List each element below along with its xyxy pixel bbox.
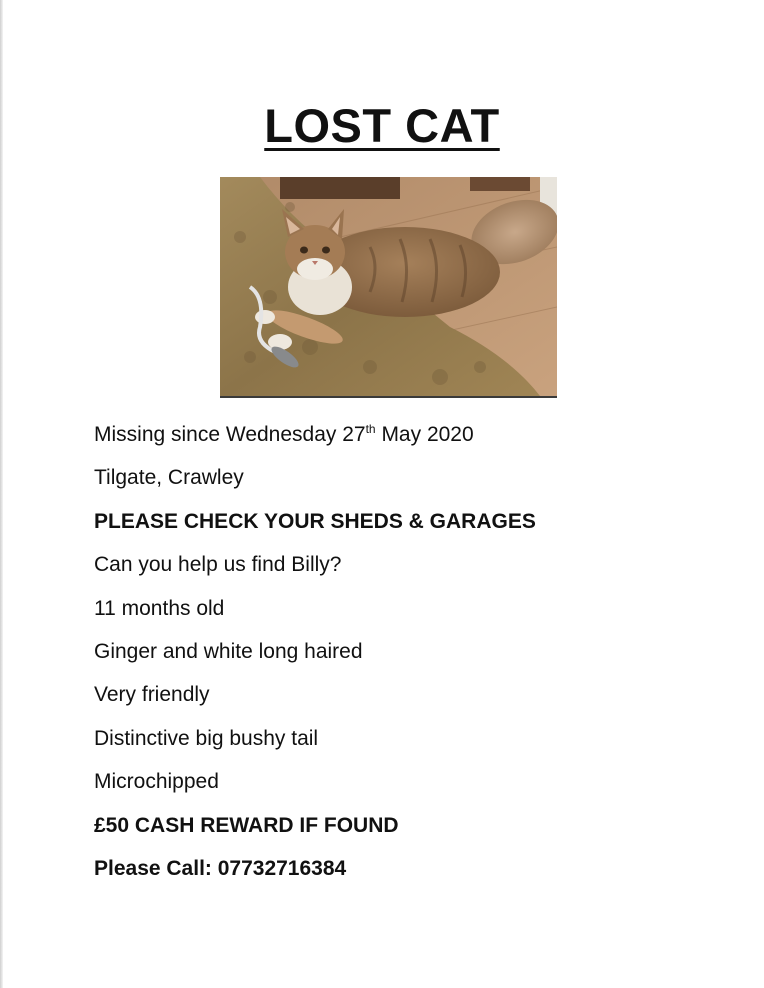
missing-since-line (94, 413, 734, 456)
missing-since-month: May 2020 (375, 423, 474, 446)
cat-photo (220, 177, 557, 398)
tail-line: Distinctive big bushy tail (94, 726, 319, 750)
reward-line: £50 CASH REWARD IF FOUND (94, 813, 399, 837)
phone-line: Please Call: 07732716384 (94, 856, 347, 880)
details-list (94, 413, 734, 890)
age-line: 11 months old (94, 596, 225, 620)
page-title (0, 96, 764, 156)
cat-photo-image (220, 177, 557, 396)
location-line: Tilgate, Crawley (94, 466, 244, 490)
missing-since-ordinal: th (365, 422, 376, 436)
check-sheds-notice: PLEASE CHECK YOUR SHEDS & GARAGES (94, 509, 536, 533)
help-find-line: Can you help us find Billy? (94, 553, 342, 577)
title-text: LOST CAT (264, 99, 500, 152)
missing-since-text: Missing since Wednesday 27 (94, 423, 366, 446)
temperament-line: Very friendly (94, 683, 210, 707)
microchip-line: Microchipped (94, 770, 219, 794)
coat-line: Ginger and white long haired (94, 639, 363, 663)
